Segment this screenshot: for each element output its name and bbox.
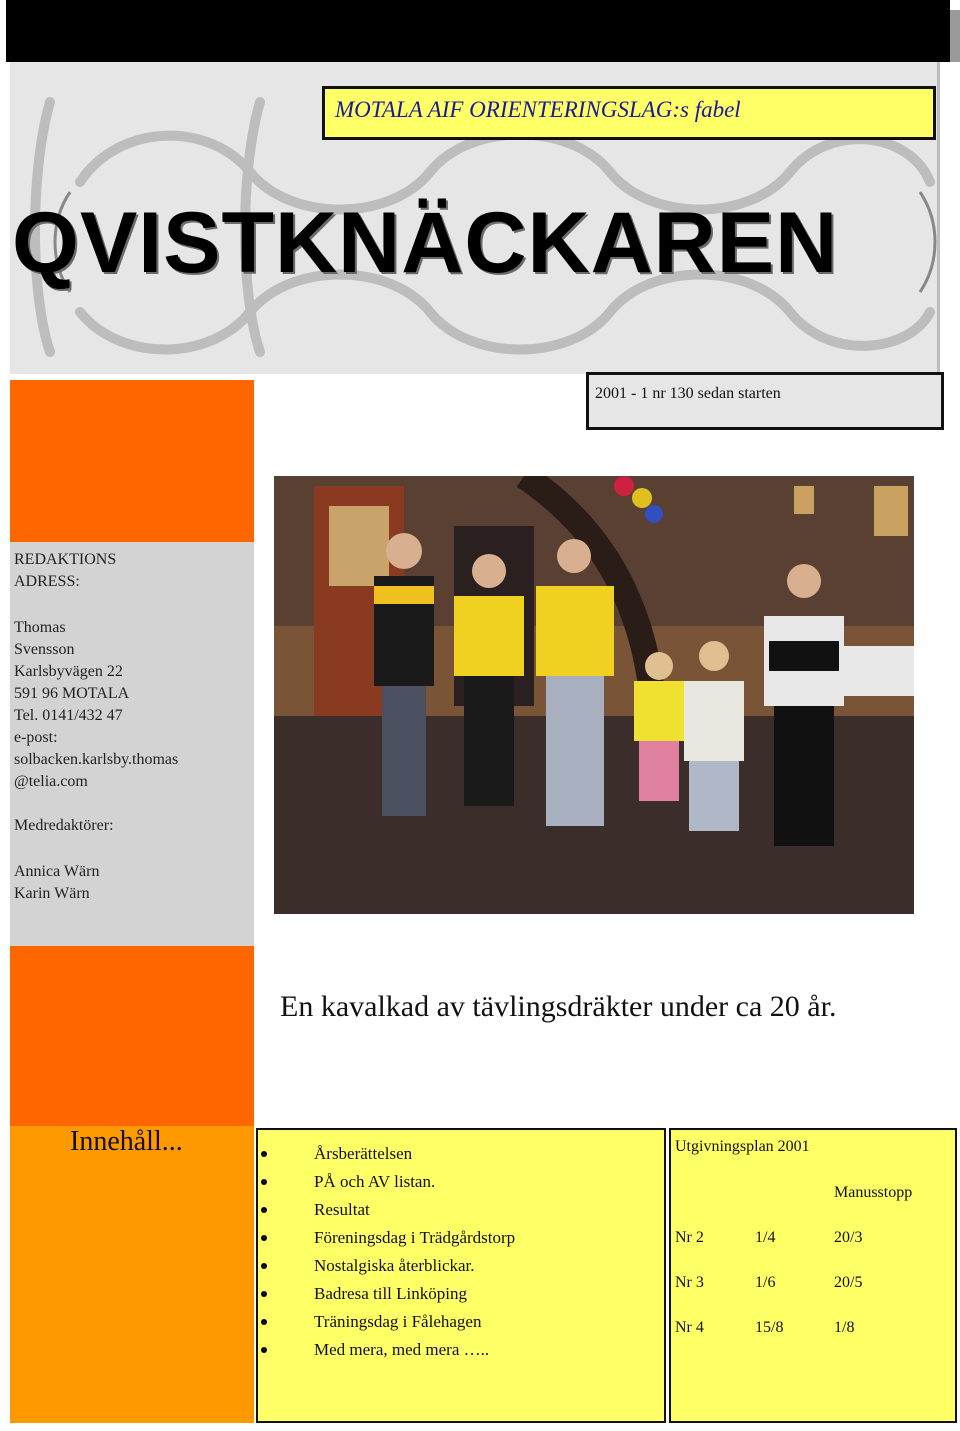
coeditors-label: Medredaktörer: — [14, 817, 114, 834]
contents-item: Resultat — [314, 1200, 370, 1219]
subtitle-box — [322, 86, 936, 140]
contents-item: PÅ och AV listan. — [314, 1172, 436, 1191]
bullet-icon — [261, 1179, 267, 1185]
publication-schedule — [669, 1128, 957, 1423]
schedule-title: Utgivningsplan 2001 — [675, 1138, 810, 1155]
contents-item: Träningsdag i Fålehagen — [314, 1312, 482, 1331]
top-bar-shadow — [950, 10, 960, 62]
address-heading-line2: ADRESS: — [14, 573, 80, 590]
contents-item: Årsberättelsen — [314, 1144, 413, 1163]
schedule-date: 1/6 — [755, 1274, 776, 1291]
bullet-icon — [261, 1263, 267, 1269]
schedule-deadline: 20/5 — [834, 1274, 863, 1291]
bullet-icon — [261, 1291, 267, 1297]
contents-item: Föreningsdag i Trädgårdstorp — [314, 1228, 516, 1247]
top-black-bar — [6, 0, 950, 62]
contents-title: Innehåll... — [70, 1126, 183, 1157]
coeditor-name: Annica Wärn — [14, 863, 100, 880]
group-photo-icon — [274, 476, 914, 914]
bullet-icon — [261, 1151, 267, 1157]
coeditor-name: Karin Wärn — [14, 885, 90, 902]
contents-item: Med mera, med mera ….. — [314, 1340, 490, 1359]
schedule-nr: Nr 3 — [675, 1274, 704, 1291]
deadline-header: Manusstopp — [834, 1184, 913, 1201]
table-of-contents — [256, 1128, 666, 1423]
contents-item: Badresa till Linköping — [314, 1284, 467, 1303]
orange-block-bottom — [10, 1126, 254, 1423]
schedule-nr: Nr 2 — [675, 1229, 704, 1246]
schedule-deadline: 20/3 — [834, 1229, 863, 1246]
schedule-deadline: 1/8 — [834, 1319, 855, 1336]
bullet-icon — [261, 1347, 267, 1353]
email-line: @telia.com — [14, 773, 88, 790]
issue-box — [586, 372, 944, 430]
schedule-date: 15/8 — [755, 1319, 784, 1336]
email-line: solbacken.karlsby.thomas — [14, 751, 179, 768]
address-line: e-post: — [14, 729, 58, 746]
group-photo — [274, 476, 914, 914]
subtitle: MOTALA AIF ORIENTERINGSLAG:s fabel — [335, 97, 741, 122]
newsletter-title: QVISTKNÄCKAREN — [12, 195, 839, 291]
schedule-nr: Nr 4 — [675, 1319, 704, 1336]
photo-caption: En kavalkad av tävlingsdräkter under ca 20 år. — [280, 990, 837, 1023]
bullet-icon — [261, 1235, 267, 1241]
address-line: Tel. 0141/432 47 — [14, 707, 123, 724]
address-line: 591 96 MOTALA — [14, 685, 130, 702]
contents-item: Nostalgiska återblickar. — [314, 1256, 475, 1275]
orange-block-top — [10, 380, 254, 542]
address-heading-line1: REDAKTIONS — [14, 551, 117, 568]
address-line: Karlsbyvägen 22 — [14, 663, 123, 680]
orange-block-middle — [10, 946, 254, 1126]
issue-text: 2001 - 1 nr 130 sedan starten — [595, 385, 781, 402]
bullet-icon — [261, 1319, 267, 1325]
address-line: Thomas — [14, 619, 66, 636]
address-line: Svensson — [14, 641, 75, 658]
bullet-icon — [261, 1207, 267, 1213]
schedule-date: 1/4 — [755, 1229, 776, 1246]
